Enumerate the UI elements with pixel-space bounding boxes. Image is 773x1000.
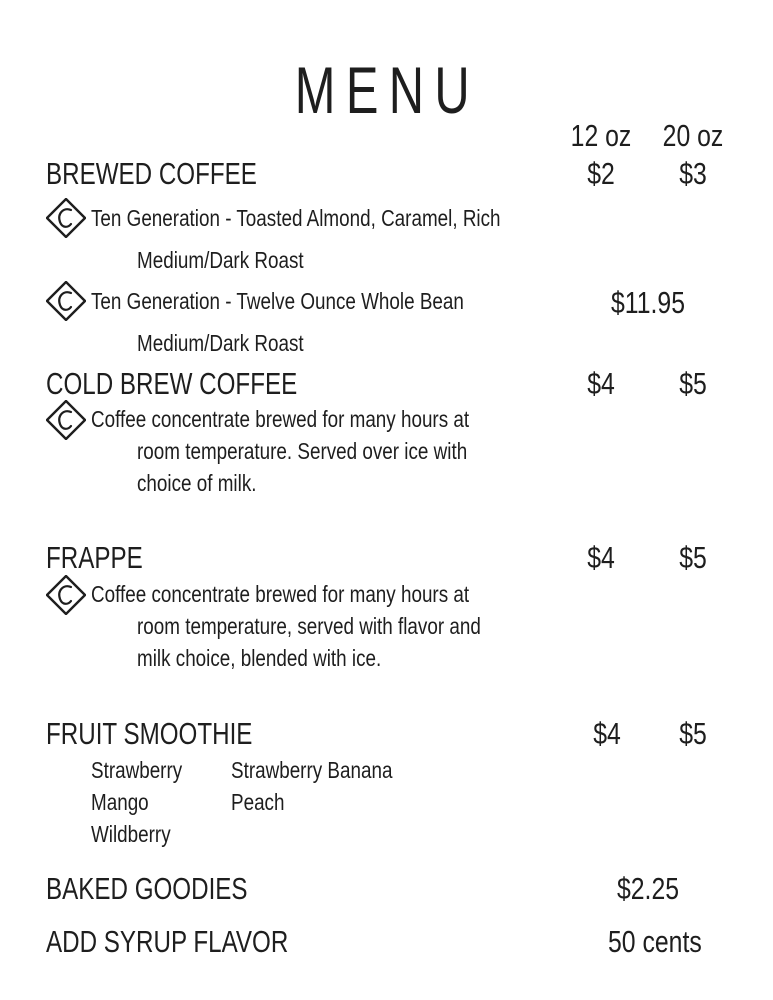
smoothie-flavor: Mango (91, 789, 149, 815)
size-header-12oz: 12 oz (570, 118, 632, 153)
cold-brew-desc-line3: choice of milk. (137, 470, 257, 496)
cold-brew-desc-line2: room temperature. Served over ice with (137, 438, 468, 464)
smoothie-flavor: Wildberry (91, 821, 171, 847)
syrup-price: 50 cents (608, 924, 702, 959)
section-title-brewed-coffee: BREWED COFFEE (46, 156, 257, 191)
frappe-desc-line3: milk choice, blended with ice. (137, 645, 382, 671)
section-title-frappe: FRAPPE (46, 540, 143, 575)
diamond-c-logo-icon (46, 575, 86, 615)
brewed-item-2-line1: Ten Generation - Twelve Ounce Whole Bean (91, 288, 464, 314)
diamond-c-logo-icon (46, 281, 86, 321)
cold-brew-price-12oz: $4 (587, 366, 615, 401)
diamond-c-logo-icon (46, 198, 86, 238)
size-header-20oz: 20 oz (662, 118, 724, 153)
brewed-item-2-line2: Medium/Dark Roast (137, 330, 304, 356)
smoothie-flavor: Strawberry Banana (231, 757, 393, 783)
section-title-fruit-smoothie: FRUIT SMOOTHIE (46, 716, 253, 751)
baked-goodies-price: $2.25 (616, 871, 680, 906)
smoothie-flavor: Strawberry (91, 757, 183, 783)
smoothie-flavor: Peach (231, 789, 285, 815)
menu-title: MENU (294, 53, 481, 127)
smoothie-price-20oz: $5 (679, 716, 707, 751)
brewed-coffee-price-12oz: $2 (587, 156, 615, 191)
frappe-desc-line1: Coffee concentrate brewed for many hours at (91, 581, 470, 607)
frappe-price-20oz: $5 (679, 540, 707, 575)
brewed-item-1-line1: Ten Generation - Toasted Almond, Caramel, Rich (91, 205, 501, 231)
frappe-desc-line2: room temperature, served with flavor and (137, 613, 481, 639)
whole-bean-price: $11.95 (610, 285, 685, 320)
cold-brew-price-20oz: $5 (679, 366, 707, 401)
frappe-price-12oz: $4 (587, 540, 615, 575)
section-title-cold-brew: COLD BREW COFFEE (46, 366, 298, 401)
diamond-c-logo-icon (46, 400, 86, 440)
section-title-add-syrup: ADD SYRUP FLAVOR (46, 924, 289, 959)
section-title-baked-goodies: BAKED GOODIES (46, 871, 248, 906)
brewed-coffee-price-20oz: $3 (679, 156, 707, 191)
brewed-item-1-line2: Medium/Dark Roast (137, 247, 304, 273)
smoothie-price-12oz: $4 (593, 716, 621, 751)
cold-brew-desc-line1: Coffee concentrate brewed for many hours at (91, 406, 470, 432)
